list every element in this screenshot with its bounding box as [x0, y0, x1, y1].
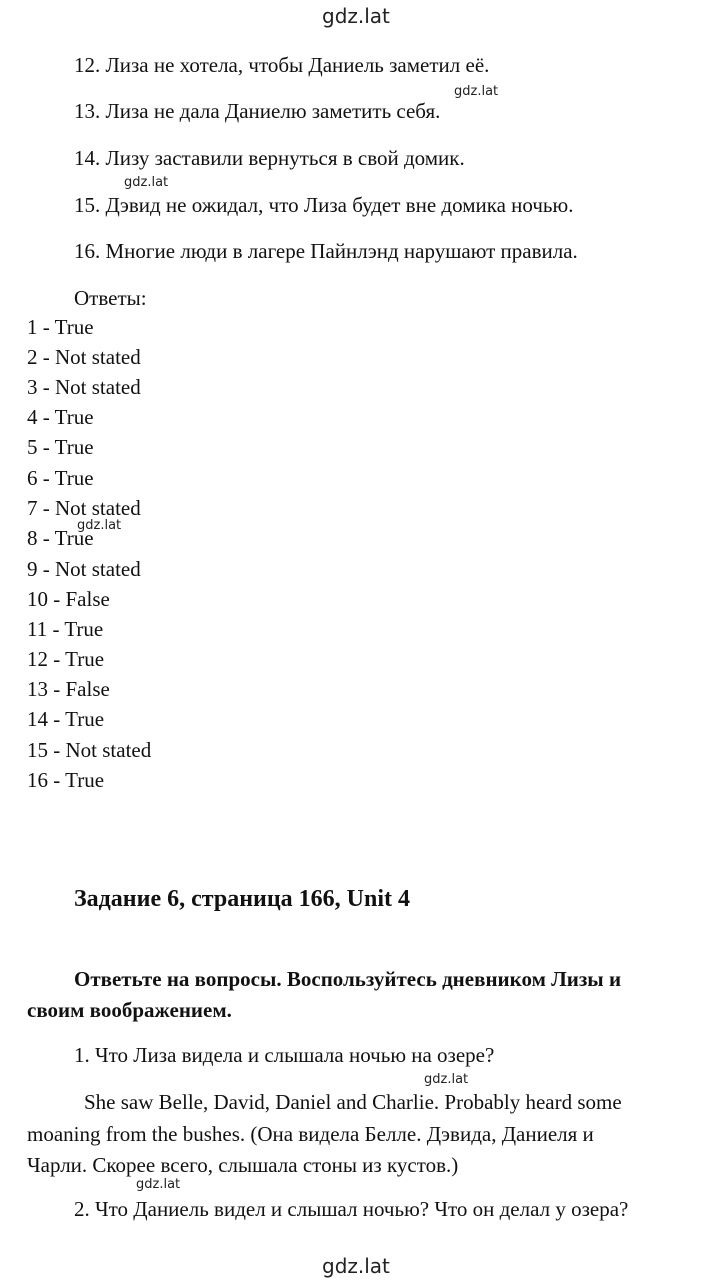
statement-item: 15. Дэвид не ожидал, что Лиза будет вне домика ночью. — [74, 193, 574, 217]
answer-item: 16 - True — [27, 768, 105, 792]
watermark-inline: gdz.lat — [124, 175, 169, 190]
answer-item: 14 - True — [27, 707, 105, 731]
answer-item: 15 - Not stated — [27, 738, 152, 762]
answer-item: 1 - True — [27, 315, 94, 339]
answer-1-line: She saw Belle, David, Daniel and Charlie. Probably heard some — [84, 1090, 622, 1114]
answer-item: 13 - False — [27, 677, 110, 701]
watermark-inline: gdz.lat — [454, 84, 499, 99]
answer-item: 8 - True — [27, 526, 94, 550]
answer-item: 3 - Not stated — [27, 375, 141, 399]
statement-item: 13. Лиза не дала Даниелю заметить себя. — [74, 99, 441, 123]
statement-item: 12. Лиза не хотела, чтобы Даниель заметил её. — [74, 53, 490, 77]
answer-1-line: Чарли. Скорее всего, слышала стоны из кустов.) — [27, 1153, 459, 1177]
question-1: 1. Что Лиза видела и слышала ночью на озере? — [74, 1043, 495, 1067]
statement-item: 16. Многие люди в лагере Пайнлэнд нарушают правила. — [74, 239, 578, 263]
watermark-inline: gdz.lat — [77, 518, 122, 533]
answer-item: 7 - Not stated — [27, 496, 141, 520]
answer-item: 6 - True — [27, 466, 94, 490]
answer-1-line: moaning from the bushes. (Она видела Белле. Дэвида, Даниеля и — [27, 1122, 594, 1146]
watermark-inline: gdz.lat — [424, 1072, 469, 1087]
answer-item: 11 - True — [27, 617, 104, 641]
watermark-inline: gdz.lat — [136, 1177, 181, 1192]
statement-item: 14. Лизу заставили вернуться в свой домик. — [74, 146, 465, 170]
task-heading: Задание 6, страница 166, Unit 4 — [74, 886, 411, 912]
answer-item: 9 - Not stated — [27, 557, 141, 581]
task-instruction: Ответьте на вопросы. Воспользуйтесь дневником Лизы и — [74, 967, 622, 991]
watermark-bottom: gdz.lat — [322, 1254, 390, 1278]
answer-item: 4 - True — [27, 405, 94, 429]
answers-label: Ответы: — [74, 286, 147, 310]
watermark-top: gdz.lat — [322, 4, 390, 28]
question-2: 2. Что Даниель видел и слышал ночью? Что он делал у озера? — [74, 1197, 629, 1221]
answer-item: 2 - Not stated — [27, 345, 141, 369]
answer-item: 12 - True — [27, 647, 105, 671]
answer-item: 10 - False — [27, 587, 110, 611]
answer-item: 5 - True — [27, 435, 94, 459]
task-instruction: своим воображением. — [27, 998, 232, 1022]
